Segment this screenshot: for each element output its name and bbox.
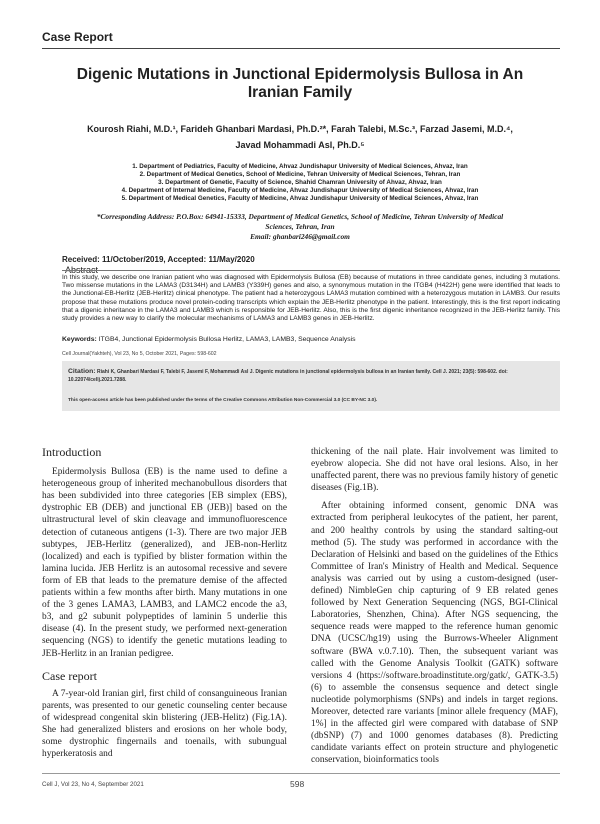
abstract-rule — [62, 270, 560, 271]
affiliation-4: 4. Department of Internal Medicine, Faculty of Medicine, Ahvaz Jundishapur University of Medical Sciences, Ahvaz, Iran — [121, 187, 479, 194]
affiliation-3: 3. Department of Genetic, Faculty of Science, Shahid Chamran University of Ahvaz, Ahvaz, Iran — [158, 179, 442, 186]
citation-label: Citation: — [68, 368, 96, 375]
citation — [68, 368, 554, 384]
article-type-label: Case Report — [42, 30, 113, 44]
affiliations — [50, 163, 550, 203]
corresponding-address — [45, 212, 555, 242]
introduction-paragraph: Epidermolysis Bullosa (EB) is the name used to define a heterogeneous group of inherited mechanobullous disorders that has been subdivided into three categories [EB simplex (EBS), dystrophic EB (DEB) and junctional EB (JEB)] based on the ultrastructural level of skin cleavage and immunofluorescence detection of cutaneous antigens (1-3). There are two major JEB subtypes, JEB-Herlitz (generalized), and JEB-non-Herlitz (localized) and each is typified by blister formation within the lamina lucida. JEB Herlitz is an autosomal recessive and severe form of EB that leads to the premature demise of the affected patients within a few months after birth. Many mutations in one of the 3 genes LAMA3, LAMB3, and LAMC2 encode the a3, b3, and g2 subunit polypeptides of laminin 5 underlie this disease (4). In the present study, we performed next-generation sequencing (NGS) to identify the genetic mutations leading to JEB-Herlitz in an Iranian pedigree. — [42, 467, 287, 659]
corresponding-email[interactable]: Email: ghanbari246@gmail.com — [250, 232, 350, 241]
case-report-heading: Case report — [42, 668, 97, 683]
right-paragraph-1: thickening of the nail plate. Hair involvement was limited to eyebrow alopecia. She did not have oral lesions. Also, in her unaffected parent, there was no previous family history of genetic diseases (Fig.1B). — [311, 447, 558, 494]
journal-reference: Cell Journal(Yakhteh), Vol 23, No 5, October 2021, Pages: 598-602 — [62, 351, 217, 357]
keywords-text: ITGB4, Junctional Epidermolysis Bullosa Herlitz, LAMA3, LAMB3, Sequence Analysis — [98, 336, 356, 343]
authors-line-1: Kourosh Riahi, M.D.¹, Farideh Ghanbari Mardasi, Ph.D.²*, Farah Talebi, M.Sc.³, Farzad Jasemi, M.D.⁴, — [87, 124, 513, 134]
affiliation-5: 5. Department of Medical Genetics, Faculty of Medicine, Ahvaz Jundishapur University of Medical Sciences, Ahvaz, Iran — [121, 195, 479, 202]
license-note: This open-access article has been published under the terms of the Creative Commons Attribution Non-Commercial 3.0 (CC BY-NC 3.0). — [68, 398, 378, 403]
page-number: 598 — [290, 779, 305, 789]
citation-text: Riahi K, Ghanbari Mardasi F, Talebi F, Jasemi F, Mohammadi Asl J. Digenic mutations in junctional epidermolysis bullosa in an Iranian family. Cell J. 2021; 23(5): 598-602. doi: 10.22074/cellj.2021.7288. — [68, 369, 508, 383]
author-list — [40, 121, 560, 153]
abstract-heading: Abstract — [65, 265, 99, 275]
keywords-label: Keywords: — [62, 336, 97, 343]
introduction-heading: Introduction — [42, 445, 102, 459]
corresponding-line-2: Sciences, Tehran, Iran — [265, 222, 335, 231]
left-column — [42, 446, 287, 760]
article-title: Digenic Mutations in Junctional Epidermolysis Bullosa in An Iranian Family — [76, 66, 524, 101]
received-accepted-dates: Received: 11/October/2019, Accepted: 11/May/2020 — [62, 255, 255, 264]
affiliation-2: 2. Department of Medical Genetics, School of Medicine, Tehran University of Medical Sciences, Tehran, Iran — [139, 171, 461, 178]
right-paragraph-2: After obtaining informed consent, genomic DNA was extracted from peripheral leukocytes of the patient, her parent, and 200 healthy controls by using the standard salting-out method (5). The study was performed in accordance with the Declaration of Helsinki and based on the guidelines of the Ethics Committee of Iran's Ministry of Health and Medical. Sequence analysis was carried out by using a custom-designed (user-defined) NimbleGen chip capturing of 9 EB related genes followed by Next Generation Sequencing (NGS, BGI-Clinical Laboratories, Shenzhen, China). After NGS sequencing, the sequence reads were mapped to the reference human genomic DNA (UCSC/hg19) using the Burrows-Wheeler Alignment software (BWA v.0.7.10). Then, the subsequent variant was called with the Genome Analysis Toolkit (GATK) software versions 4 (https://software.broadinstitute.org/gatk/, GATK-3.5) (6) to assemble the consensus sequence and detect single nucleotide polymorphisms (SNPs) and indels in target regions. Moreover, detected rare variants [minor allele frequency (MAF), 1%] in the affected girl were compared with database of SNP (dbSNP) (7) and 1000 genomes databases (8). Predicting candidate variants effect on protein structure and phylogenetic conservation, bioinformatics tools — [311, 501, 558, 766]
abstract-text: In this study, we describe one Iranian patient who was diagnosed with Epidermolysis Bullosa (EB) because of mutations in three candidate genes, including 3 mutations. Two missense mutations in the LAMA3 (D3134H) and LAMB3 (Y339H) genes and also, a synonymous mutation in the ITGB4 (H422H) gene were identified that leads to the Junctional-EB-Herlitz (JEB-Herlitz) clinical phenotype. The patient had a heterozygous LAMA3 mutation combined with a heterozygous mutation in LAMB3. Our results propose that these mutations produce novel protein-coding transcripts which explain the JEB-Herlitz phenotype in the patient. Interestingly, this is the first report indicating that a digenic inheritance in the LAMA3 and LAMB3 which is responsible for JEB-Herlitz. Also, this is the first digenic inheritance recognized in the JEB-Herlitz family. This study provides a new way to clarify the molecular mechanisms of LAMA3 and LAMB3 genes in JEB-Herlitz. — [62, 274, 560, 323]
header-rule — [42, 48, 560, 49]
affiliation-1: 1. Department of Pediatrics, Faculty of Medicine, Ahvaz Jundishapur University of Medical Sciences, Ahvaz, Iran — [132, 163, 468, 170]
footer-rule — [42, 773, 560, 774]
authors-line-2: Javad Mohammadi Asl, Ph.D.⁵ — [235, 140, 365, 150]
keywords — [62, 336, 560, 343]
right-column — [311, 446, 558, 766]
corresponding-line-1: *Corresponding Address: P.O.Box: 64941-15333, Department of Medical Genetics, School of Medicine, Tehran University of Medical — [96, 212, 504, 221]
case-report-paragraph: A 7-year-old Iranian girl, first child of consanguineous Iranian parents, was presented to our genetic counseling center because of widespread congenital skin blistering (JEB-Helitz) (Fig.1A). She had generalized blisters and erosions on her whole body, some dystrophic fingernails and toenails, with subungual hyperkeratosis and — [42, 688, 287, 760]
footer-journal: Cell J, Vol 23, No 4, September 2021 — [42, 781, 144, 788]
